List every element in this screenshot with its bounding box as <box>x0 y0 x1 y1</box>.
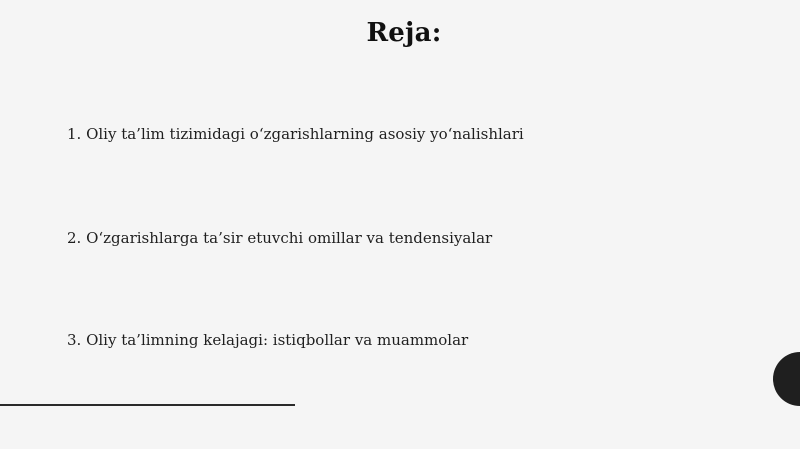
next-slide-button[interactable] <box>773 352 800 406</box>
outline-item-3: 3. Oliy ta’limning kelajagi: istiqbollar va muammolar <box>67 331 469 349</box>
outline-item-2: 2. O‘zgarishlarga ta’sir etuvchi omillar va tendensiyalar <box>67 229 493 247</box>
bottom-divider <box>0 404 295 406</box>
slide-title: Reja: <box>366 18 442 48</box>
outline-item-1: 1. Oliy ta’lim tizimidagi o‘zgarishlarning asosiy yo‘nalishlari <box>67 125 524 143</box>
